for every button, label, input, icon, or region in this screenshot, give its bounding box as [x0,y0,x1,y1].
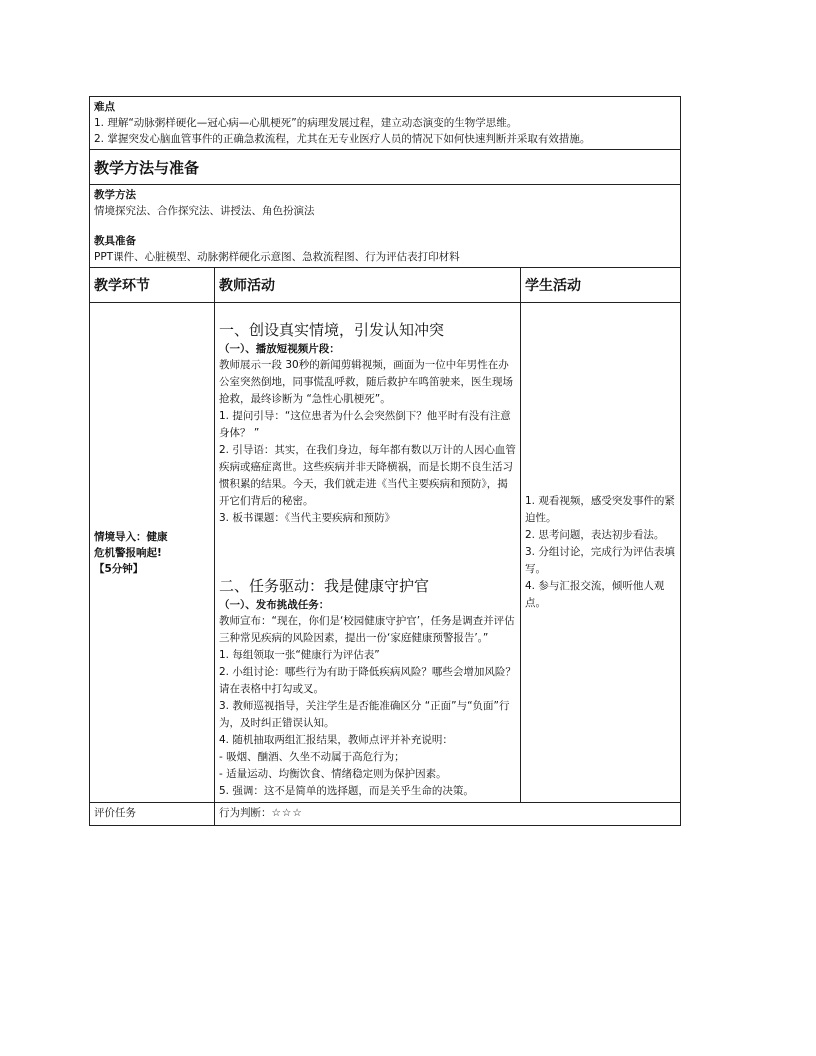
methods-title-row [90,150,681,185]
difficulty-item: 1. 理解“动脉粥样硬化—冠心病—心肌梗死”的病理发展过程，建立动态演变的生物学思维。 [94,117,518,129]
stage-line: 危机警报响起! [94,546,162,559]
teacher-paragraph: 3. 教师巡视指导，关注学生是否能准确区分 “正面”与“负面”行为，及时纠正错误认知。 [219,700,510,729]
teacher-paragraph: 教师展示一段 30秒的新闻剪辑视频，画面为一位中年男性在办公室突然倒地，同事慌乱呼救，随后救护车鸣笛驶来，医生现场抢救，最终诊断为 “急性心肌梗死”。 [219,359,513,405]
teacher-paragraph: 1. 每组领取一张“健康行为评估表” [219,649,380,661]
student-cell [521,303,681,803]
star-rating-icon: ☆☆☆ [271,807,303,819]
difficulty-cell [90,97,681,150]
column-header-student: 学生活动 [521,268,681,303]
stage-duration: 【5分钟】 [94,562,144,575]
teacher-paragraph: 3. 板书课题：《当代主要疾病和预防》 [219,512,396,524]
teacher-paragraph: - 吸烟、酗酒、久坐不动属于高危行为； [219,751,405,763]
teacher-paragraph: 4. 随机抽取两组汇报结果，教师点评并补充说明： [219,734,453,746]
teacher-paragraph: - 适量运动、均衡饮食、情绪稳定则为保护因素。 [219,768,447,780]
tools-heading: 教具准备 [94,235,136,247]
difficulty-item: 2. 掌握突发心脑血管事件的正确急救流程，尤其在无专业医疗人员的情况下如何快速判断并采取有效措施。 [94,133,591,145]
teacher-paragraph: 教师宣布：“现在，你们是‘校园健康守护官’，任务是调查并评估三种常见疾病的风险因素，提出一份‘家庭健康预警报告’。” [219,615,515,644]
student-activity: 1. 观看视频，感受突发事件的紧迫性。 [525,495,675,524]
student-activity: 3. 分组讨论，完成行为评估表填写。 [525,546,675,575]
evaluation-row [90,803,681,826]
lesson-plan-table [89,96,681,826]
difficulty-row [90,97,681,150]
methods-heading: 教学方法 [94,189,136,201]
methods-content-cell [90,185,681,268]
methods-section-title: 教学方法与准备 [90,150,681,185]
teacher-part2-subtitle: （一）、发布挑战任务： [219,599,330,611]
column-header-stage: 教学环节 [90,268,215,303]
activity-row [90,303,681,803]
teacher-part1-subtitle: （一）、播放短视频片段： [219,343,340,355]
methods-content-row [90,185,681,268]
stage-cell [90,303,215,803]
teacher-cell [215,303,521,803]
teacher-paragraph: 5. 强调：这不是简单的选择题，而是关乎生命的决策。 [219,785,474,797]
evaluation-cell [215,803,681,826]
difficulty-heading: 难点 [94,101,115,113]
column-header-teacher: 教师活动 [215,268,521,303]
teacher-paragraph: 2. 引导语：其实，在我们身边，每年都有数以万计的人因心血管疾病或癌症离世。这些疾病并非天降横祸，而是长期不良生活习惯积累的结果。今天，我们就走进《当代主要疾病和预防》，揭开它们背后的秘密。 [219,444,516,507]
spacer [94,219,676,233]
tools-text: PPT课件、心脏模型、动脉粥样硬化示意图、急救流程图、行为评估表打印材料 [94,251,460,263]
judge-label: 行为判断： [219,807,272,819]
student-activity: 4. 参与汇报交流，倾听他人观点。 [525,580,665,609]
teacher-part1-title: 一、创设真实情境，引发认知冲突 [219,321,445,339]
methods-text: 情境探究法、合作探究法、讲授法、角色扮演法 [94,205,315,217]
teacher-paragraph: 2. 小组讨论：哪些行为有助于降低疾病风险？哪些会增加风险？请在表格中打勾或叉。 [219,666,516,695]
student-activity: 2. 思考问题，表达初步看法。 [525,529,665,541]
evaluation-label: 评价任务 [90,803,215,826]
column-header-row [90,268,681,303]
stage-line: 情境导入：健康 [94,530,168,543]
teacher-part2-title: 二、任务驱动：我是健康守护官 [219,577,430,595]
teacher-paragraph: 1. 提问引导：“这位患者为什么会突然倒下？他平时有没有注意身体？ ” [219,410,511,439]
